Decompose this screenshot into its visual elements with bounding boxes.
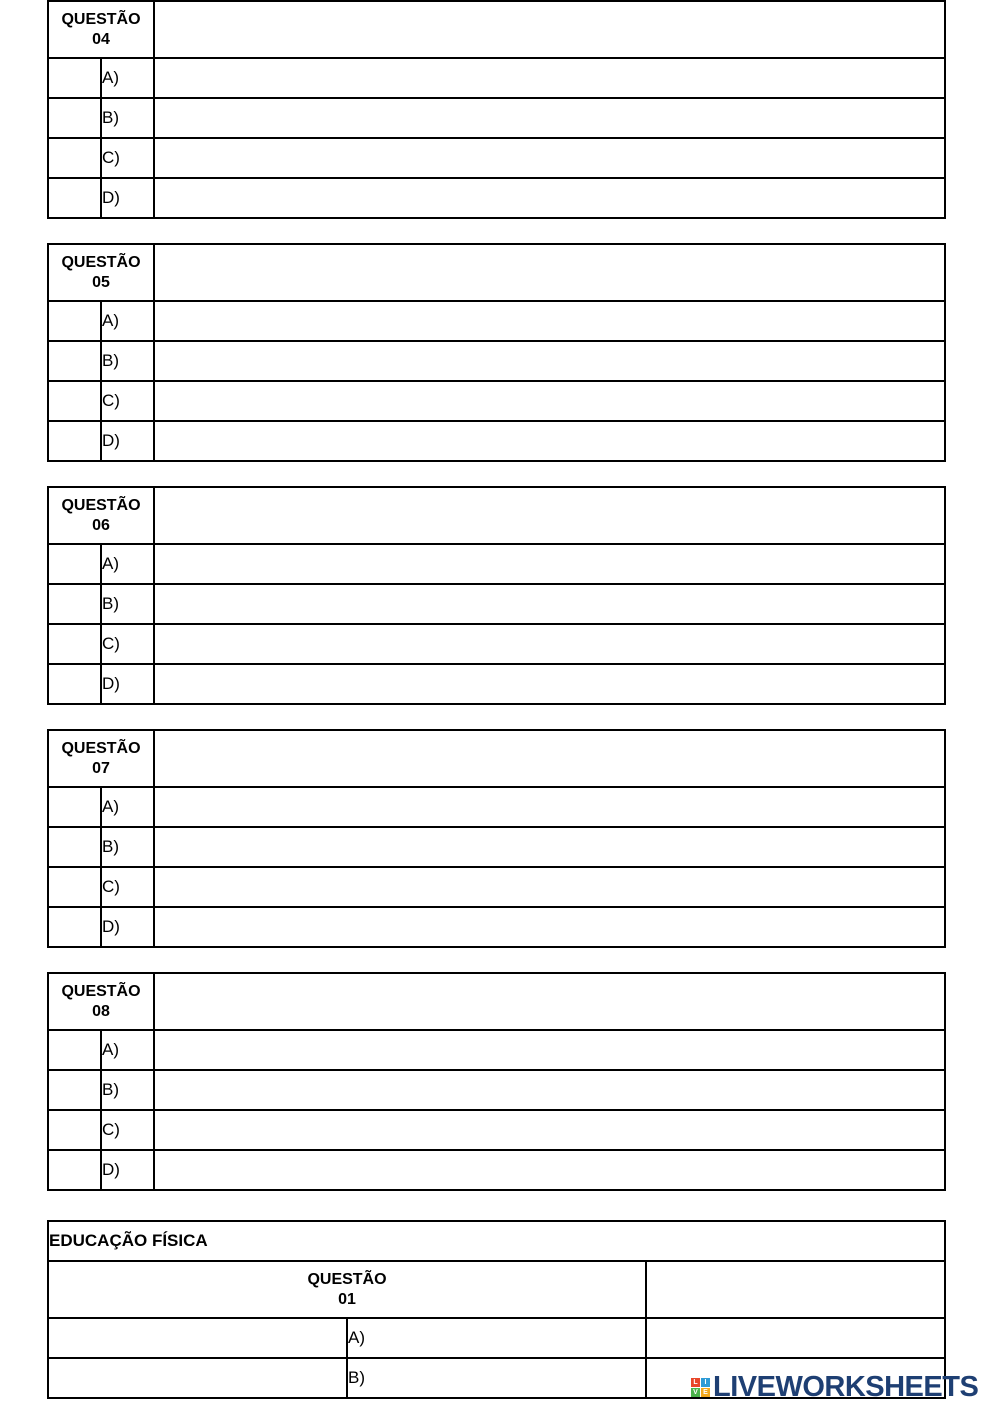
question-label: QUESTÃO 04: [48, 1, 154, 58]
option-label: D): [101, 907, 154, 947]
mark-cell[interactable]: [48, 341, 101, 381]
option-answer-cell[interactable]: [154, 1070, 945, 1110]
mark-cell[interactable]: [48, 138, 101, 178]
option-label: A): [347, 1318, 646, 1358]
mark-cell[interactable]: [48, 1070, 101, 1110]
watermark-text: LIVEWORKSHEETS: [713, 1370, 979, 1403]
option-answer-cell[interactable]: [154, 301, 945, 341]
option-label: B): [101, 341, 154, 381]
mark-cell[interactable]: [48, 421, 101, 461]
mark-cell[interactable]: [48, 1358, 347, 1398]
question-answer-cell[interactable]: [154, 487, 945, 544]
question-answer-cell[interactable]: [154, 973, 945, 1030]
question-label: QUESTÃO 01: [48, 1261, 646, 1318]
option-label: A): [101, 544, 154, 584]
option-answer-cell[interactable]: [646, 1318, 945, 1358]
question-block-07: [47, 729, 946, 948]
mark-cell[interactable]: [48, 98, 101, 138]
option-label: C): [101, 1110, 154, 1150]
mark-cell[interactable]: [48, 544, 101, 584]
liveworksheets-logo-icon: L I V E: [691, 1378, 710, 1397]
option-label: C): [101, 624, 154, 664]
option-label: B): [101, 1070, 154, 1110]
mark-cell[interactable]: [48, 301, 101, 341]
mark-cell[interactable]: [48, 584, 101, 624]
question-label: QUESTÃO 07: [48, 730, 154, 787]
option-answer-cell[interactable]: [154, 381, 945, 421]
option-answer-cell[interactable]: [154, 867, 945, 907]
mark-cell[interactable]: [48, 827, 101, 867]
question-answer-cell[interactable]: [154, 244, 945, 301]
option-answer-cell[interactable]: [154, 1150, 945, 1190]
option-label: B): [101, 584, 154, 624]
option-label: C): [101, 867, 154, 907]
option-label: C): [101, 138, 154, 178]
option-label: A): [101, 301, 154, 341]
mark-cell[interactable]: [48, 907, 101, 947]
liveworksheets-watermark: [691, 1372, 978, 1402]
mark-cell[interactable]: [48, 1110, 101, 1150]
mark-cell[interactable]: [48, 1150, 101, 1190]
mark-cell[interactable]: [48, 381, 101, 421]
option-answer-cell[interactable]: [154, 827, 945, 867]
option-answer-cell[interactable]: [154, 341, 945, 381]
option-label: B): [101, 827, 154, 867]
question-block-05: [47, 243, 946, 462]
mark-cell[interactable]: [48, 624, 101, 664]
question-label: QUESTÃO 08: [48, 973, 154, 1030]
option-answer-cell[interactable]: [154, 421, 945, 461]
option-answer-cell[interactable]: [154, 178, 945, 218]
option-answer-cell[interactable]: [154, 138, 945, 178]
option-answer-cell[interactable]: [154, 1110, 945, 1150]
section-title: EDUCAÇÃO FÍSICA: [48, 1221, 945, 1261]
mark-cell[interactable]: [48, 178, 101, 218]
question-answer-cell[interactable]: [154, 730, 945, 787]
option-label: A): [101, 1030, 154, 1070]
option-answer-cell[interactable]: [154, 787, 945, 827]
option-label: A): [101, 58, 154, 98]
mark-cell[interactable]: [48, 1318, 347, 1358]
option-label: D): [101, 178, 154, 218]
option-answer-cell[interactable]: [154, 98, 945, 138]
option-answer-cell[interactable]: [154, 544, 945, 584]
option-answer-cell[interactable]: [154, 664, 945, 704]
question-block-04: [47, 0, 946, 219]
option-label: B): [347, 1358, 646, 1398]
question-block-08: [47, 972, 946, 1191]
question-block-06: [47, 486, 946, 705]
option-label: D): [101, 1150, 154, 1190]
option-label: D): [101, 421, 154, 461]
question-label: QUESTÃO 05: [48, 244, 154, 301]
option-answer-cell[interactable]: [154, 624, 945, 664]
question-label: QUESTÃO 06: [48, 487, 154, 544]
option-answer-cell[interactable]: [154, 58, 945, 98]
mark-cell[interactable]: [48, 867, 101, 907]
option-label: C): [101, 381, 154, 421]
mark-cell[interactable]: [48, 58, 101, 98]
option-label: D): [101, 664, 154, 704]
mark-cell[interactable]: [48, 664, 101, 704]
option-answer-cell[interactable]: [154, 907, 945, 947]
mark-cell[interactable]: [48, 787, 101, 827]
option-label: A): [101, 787, 154, 827]
question-answer-cell[interactable]: [154, 1, 945, 58]
mark-cell[interactable]: [48, 1030, 101, 1070]
option-answer-cell[interactable]: [154, 1030, 945, 1070]
option-answer-cell[interactable]: [154, 584, 945, 624]
option-label: B): [101, 98, 154, 138]
question-answer-cell[interactable]: [646, 1261, 945, 1318]
